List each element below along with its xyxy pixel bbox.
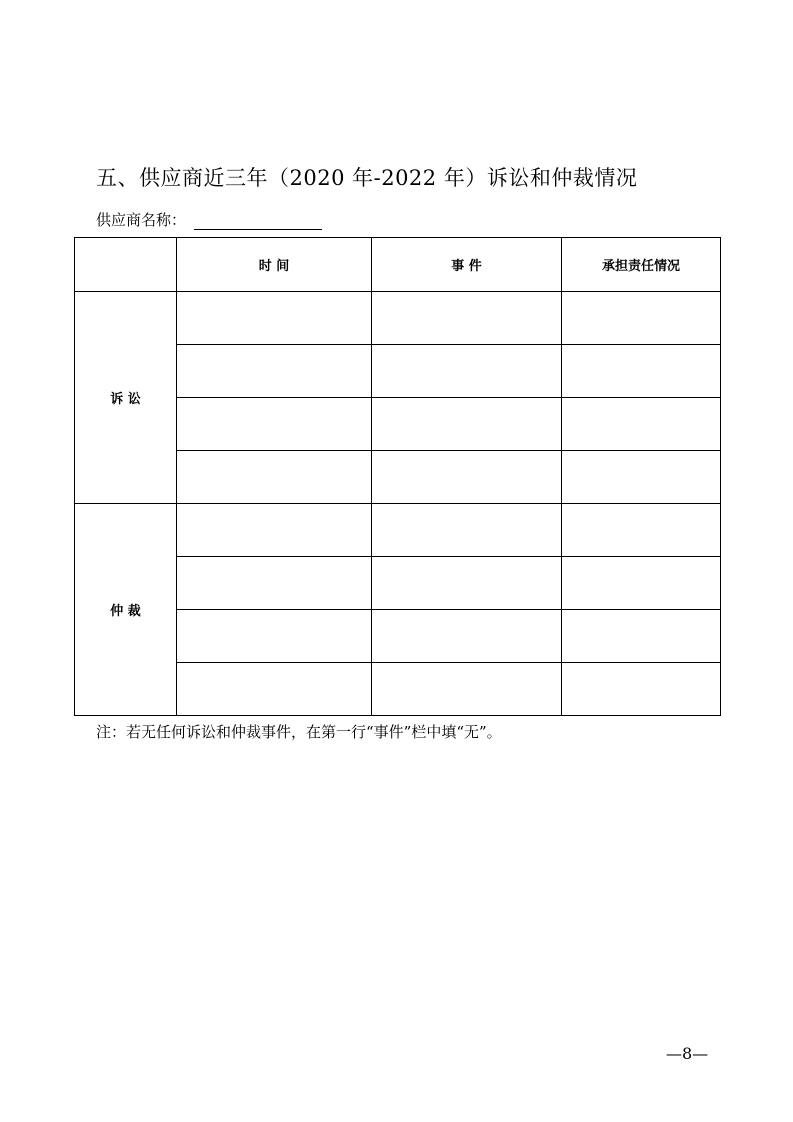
liability-cell[interactable] (562, 610, 721, 663)
liability-cell[interactable] (562, 451, 721, 504)
time-cell[interactable] (177, 504, 372, 557)
time-cell[interactable] (177, 345, 372, 398)
table-header-row (75, 238, 721, 292)
table-row (75, 292, 721, 345)
liability-cell[interactable] (562, 345, 721, 398)
group-label-litigation: 诉 讼 (75, 292, 177, 504)
header-event: 事 件 (372, 238, 562, 292)
supplier-name-blank[interactable] (194, 213, 322, 230)
litigation-arbitration-table (74, 237, 721, 716)
time-cell[interactable] (177, 398, 372, 451)
section-title: 五、供应商近三年（2020 年-2022 年）诉讼和仲裁情况 (96, 166, 638, 190)
liability-cell[interactable] (562, 398, 721, 451)
group-label-arbitration: 仲 裁 (75, 504, 177, 716)
page-number: —8— (666, 1044, 709, 1063)
header-liability: 承担责任情况 (562, 238, 721, 292)
liability-cell[interactable] (562, 504, 721, 557)
event-cell[interactable] (372, 451, 562, 504)
liability-cell[interactable] (562, 557, 721, 610)
event-cell[interactable] (372, 663, 562, 716)
event-cell[interactable] (372, 504, 562, 557)
event-cell[interactable] (372, 345, 562, 398)
liability-cell[interactable] (562, 292, 721, 345)
event-cell[interactable] (372, 557, 562, 610)
time-cell[interactable] (177, 292, 372, 345)
table-note: 注：若无任何诉讼和仲裁事件，在第一行“事件”栏中填“无”。 (96, 723, 502, 741)
event-cell[interactable] (372, 292, 562, 345)
time-cell[interactable] (177, 610, 372, 663)
time-cell[interactable] (177, 557, 372, 610)
supplier-name-label: 供应商名称： (96, 211, 187, 229)
table-row (75, 504, 721, 557)
liability-cell[interactable] (562, 663, 721, 716)
time-cell[interactable] (177, 451, 372, 504)
header-empty-cell (75, 238, 177, 292)
event-cell[interactable] (372, 610, 562, 663)
header-time: 时 间 (177, 238, 372, 292)
event-cell[interactable] (372, 398, 562, 451)
supplier-name-field (96, 209, 322, 230)
time-cell[interactable] (177, 663, 372, 716)
